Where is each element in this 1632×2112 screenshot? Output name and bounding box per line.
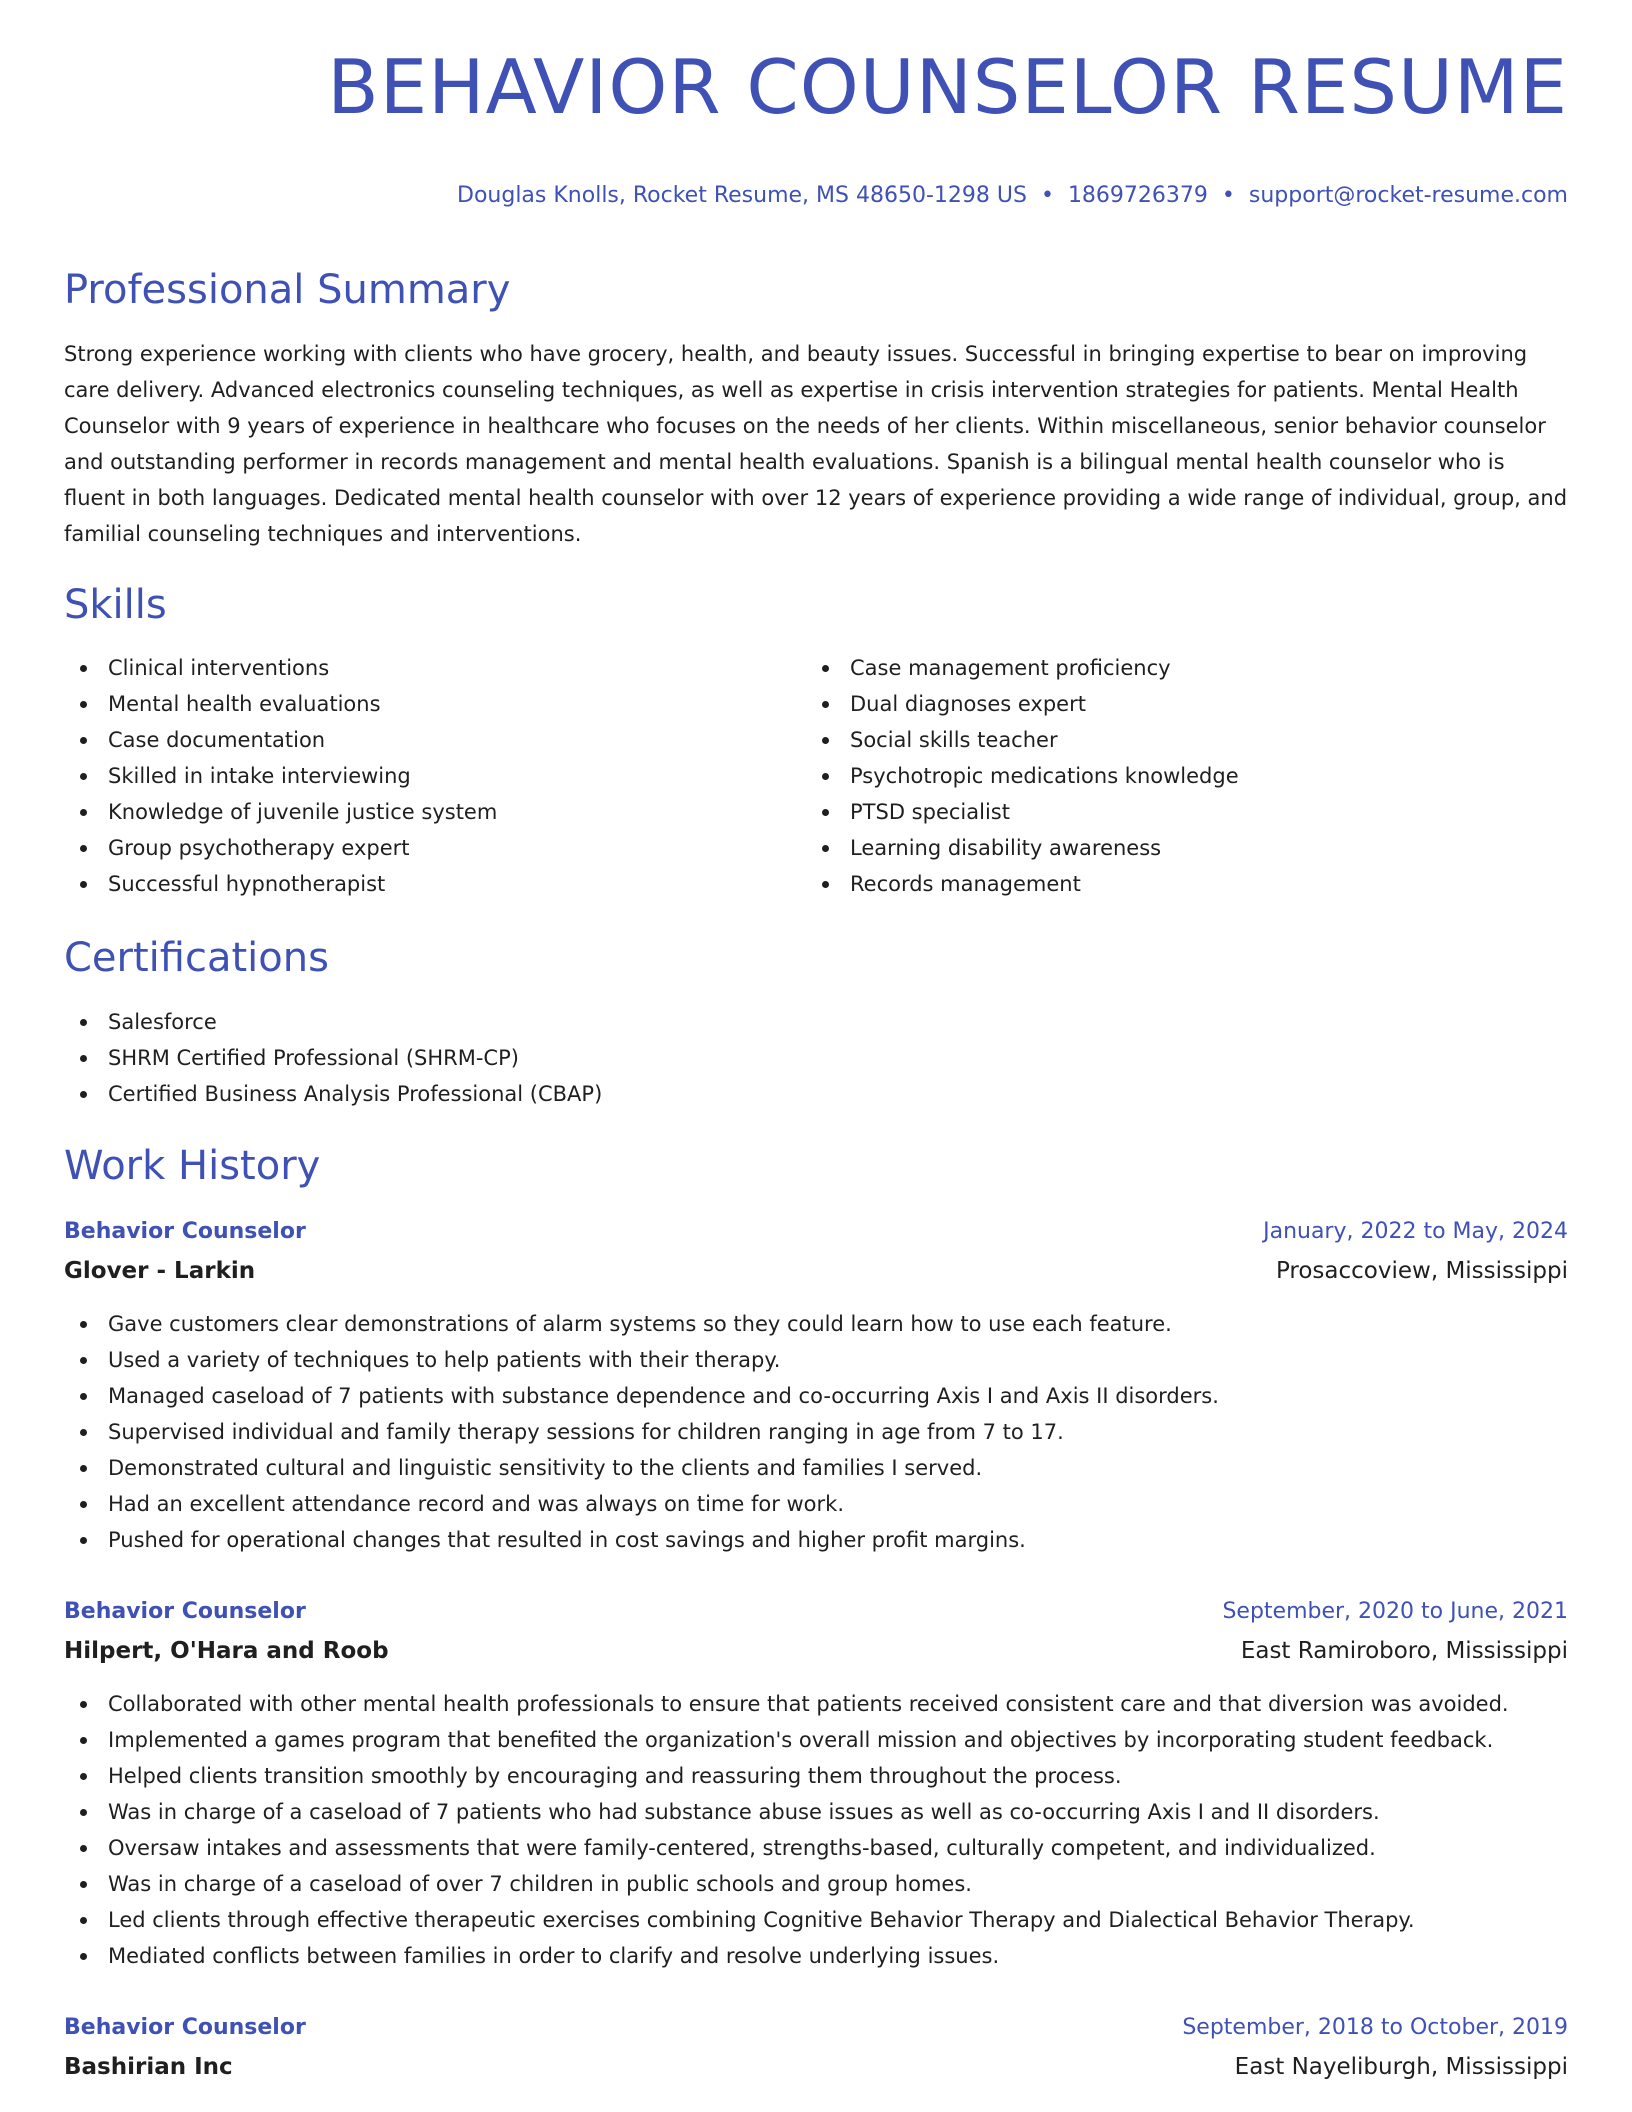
job-bullet: Mediated conflicts between families in order to clarify and resolve underlying issues. <box>64 1938 1509 1974</box>
job-bullet: Helped clients transition smoothly by encouraging and reassuring them throughout the process. <box>64 1758 1509 1794</box>
work-history-heading: Work History <box>64 1143 321 1189</box>
skill-item: Mental health evaluations <box>64 686 497 722</box>
job-bullet: Was in charge of a caseload of 7 patients who had substance abuse issues as well as co-occurring Axis I and II disorders. <box>64 1794 1509 1830</box>
job-location: East Ramiroboro, Mississippi <box>1240 1638 1568 1664</box>
job-company: Hilpert, O'Hara and Roob <box>64 1638 389 1664</box>
contact-separator: • <box>1040 183 1054 208</box>
contact-address: Douglas Knolls, Rocket Resume, MS 48650-1298 US <box>457 183 1027 208</box>
skills-list-right <box>806 650 1239 902</box>
certification-item: Salesforce <box>64 1004 602 1040</box>
skill-item: PTSD specialist <box>806 794 1239 830</box>
skill-item: Psychotropic medications knowledge <box>806 758 1239 794</box>
contact-line <box>457 183 1568 208</box>
job-bullet: Supervised individual and family therapy sessions for children ranging in age from 7 to 17. <box>64 1414 1219 1450</box>
skills-heading: Skills <box>64 582 167 628</box>
job-bullet: Demonstrated cultural and linguistic sensitivity to the clients and families I served. <box>64 1450 1219 1486</box>
contact-phone: 1869726379 <box>1067 183 1208 208</box>
summary-heading: Professional Summary <box>64 267 511 313</box>
job-bullet: Managed caseload of 7 patients with substance dependence and co-occurring Axis I and Axis II disorders. <box>64 1378 1219 1414</box>
job-bullet: Was in charge of a caseload of over 7 children in public schools and group homes. <box>64 1866 1509 1902</box>
skill-item: Case documentation <box>64 722 497 758</box>
job-bullet: Collaborated with other mental health professionals to ensure that patients received consistent care and that diversion was avoided. <box>64 1686 1509 1722</box>
job-title: Behavior Counselor <box>64 1599 306 1624</box>
job-bullets <box>64 1306 1219 1558</box>
skill-item: Case management proficiency <box>806 650 1239 686</box>
job-bullet: Pushed for operational changes that resulted in cost savings and higher profit margins. <box>64 1522 1219 1558</box>
job-bullet: Used a variety of techniques to help patients with their therapy. <box>64 1342 1219 1378</box>
job-bullets <box>64 1686 1509 1974</box>
certification-item: SHRM Certified Professional (SHRM-CP) <box>64 1040 602 1076</box>
resume-title: BEHAVIOR COUNSELOR RESUME <box>327 43 1568 131</box>
job-bullet: Implemented a games program that benefited the organization's overall mission and objectives by incorporating student feedback. <box>64 1722 1509 1758</box>
job-company: Glover - Larkin <box>64 1258 256 1284</box>
job-title: Behavior Counselor <box>64 1219 306 1244</box>
certification-item: Certified Business Analysis Professional (CBAP) <box>64 1076 602 1112</box>
skill-item: Group psychotherapy expert <box>64 830 497 866</box>
job-bullet: Had an excellent attendance record and was always on time for work. <box>64 1486 1219 1522</box>
job-title: Behavior Counselor <box>64 2015 306 2040</box>
job-location: Prosaccoview, Mississippi <box>1275 1258 1568 1284</box>
contact-separator: • <box>1221 183 1235 208</box>
certifications-list <box>64 1004 602 1112</box>
job-dates: September, 2018 to October, 2019 <box>1182 2015 1568 2040</box>
job-location: East Nayeliburgh, Mississippi <box>1234 2054 1568 2080</box>
skill-item: Records management <box>806 866 1239 902</box>
skill-item: Successful hypnotherapist <box>64 866 497 902</box>
skills-list-left <box>64 650 497 902</box>
skill-item: Dual diagnoses expert <box>806 686 1239 722</box>
job-dates: January, 2022 to May, 2024 <box>1263 1219 1568 1244</box>
job-dates: September, 2020 to June, 2021 <box>1222 1599 1568 1624</box>
job-bullet: Led clients through effective therapeutic exercises combining Cognitive Behavior Therapy and Dialectical Behavior Therapy. <box>64 1902 1509 1938</box>
certifications-heading: Certifications <box>64 935 329 981</box>
summary-text: Strong experience working with clients who have grocery, health, and beauty issues. Successful in bringing expertise to bear on improving care delivery. Advanced electronics counseling techniques, as well as expertise in crisis intervention strategies for patients. Mental Health Counselor with 9 years of experience in healthcare who focuses on the needs of her clients. Within miscellaneous, senior behavior counselor and outstanding performer in records management and mental health evaluations. Spanish is a bilingual mental health counselor who is fluent in both languages. Dedicated mental health counselor with over 12 years of experience providing a wide range of individual, group, and familial counseling techniques and interventions. <box>64 342 1568 546</box>
job-company: Bashirian Inc <box>64 2054 233 2080</box>
job-bullet: Oversaw intakes and assessments that were family-centered, strengths-based, culturally competent, and individualized. <box>64 1830 1509 1866</box>
skill-item: Knowledge of juvenile justice system <box>64 794 497 830</box>
skill-item: Skilled in intake interviewing <box>64 758 497 794</box>
contact-email: support@rocket-resume.com <box>1248 183 1568 208</box>
skill-item: Clinical interventions <box>64 650 497 686</box>
skill-item: Social skills teacher <box>806 722 1239 758</box>
job-bullet: Gave customers clear demonstrations of alarm systems so they could learn how to use each feature. <box>64 1306 1219 1342</box>
skill-item: Learning disability awareness <box>806 830 1239 866</box>
